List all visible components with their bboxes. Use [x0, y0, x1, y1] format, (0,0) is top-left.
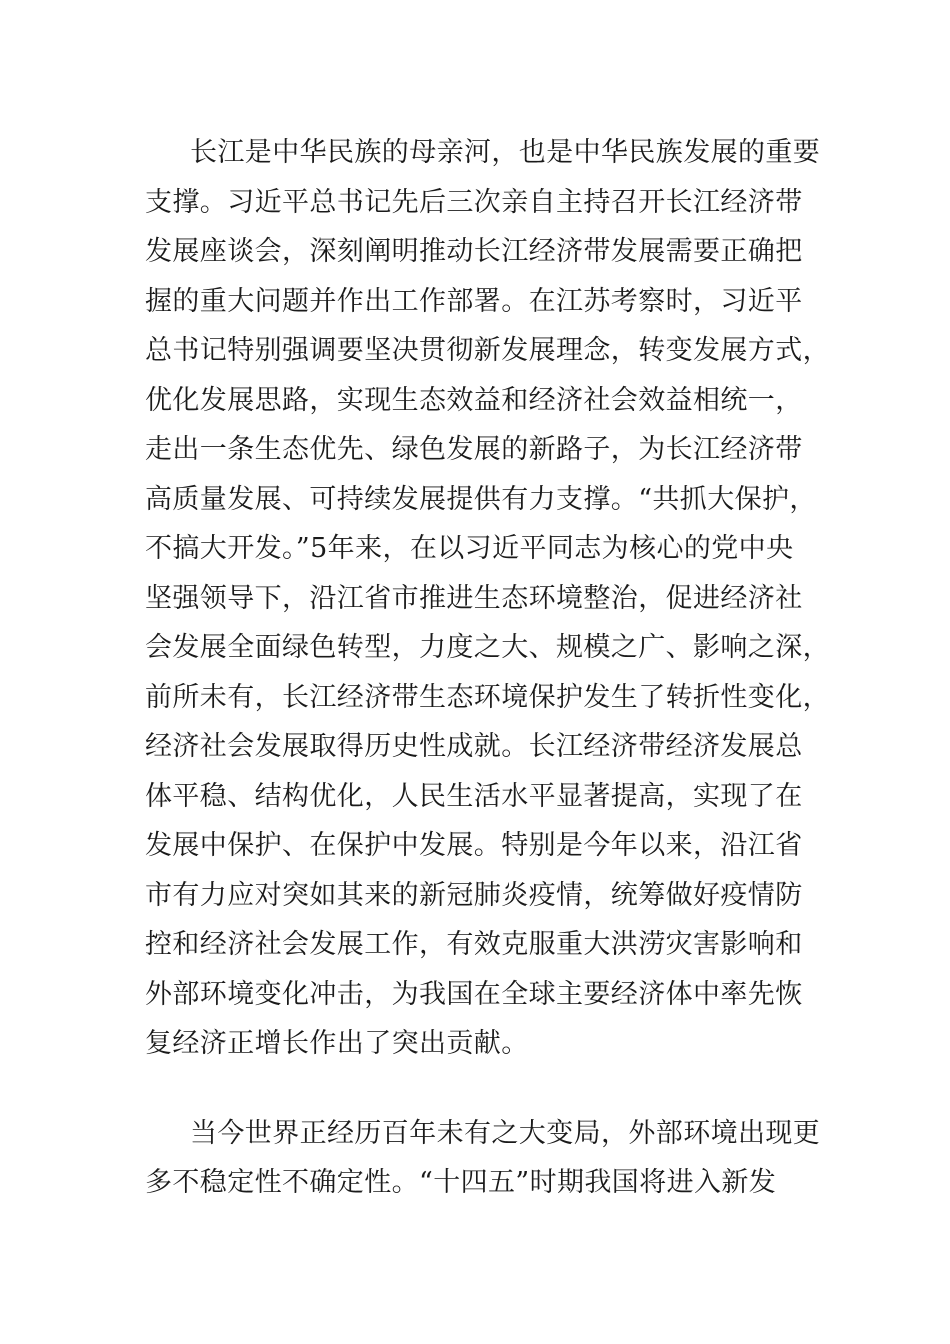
paragraph-line: 市有力应对突如其来的新冠肺炎疫情，统筹做好疫情防	[145, 880, 803, 911]
paragraph-line: 优化发展思路，实现生态效益和经济社会效益相统一，	[145, 385, 803, 416]
paragraph-line: 发展中保护、在保护中发展。特别是今年以来，沿江省	[145, 830, 803, 861]
paragraph-line: 高质量发展、可持续发展提供有力支撑。“共抓大保护，	[145, 484, 817, 515]
paragraph-line: 会发展全面绿色转型，力度之大、规模之广、影响之深，	[145, 632, 830, 663]
paragraph-line: 经济社会发展取得历史性成就。长江经济带经济发展总	[145, 731, 803, 762]
paragraph-line: 坚强领导下，沿江省市推进生态环境整治，促进经济社	[145, 583, 803, 614]
paragraph-line: 不搞大开发。”5年来，在以习近平同志为核心的党中央	[145, 533, 794, 564]
paragraph-line: 外部环境变化冲击，为我国在全球主要经济体中率先恢	[145, 979, 803, 1010]
paragraph-line: 长江是中华民族的母亲河，也是中华民族发展的重要	[190, 137, 821, 168]
paragraph-line: 多不稳定性不确定性。“十四五”时期我国将进入新发	[145, 1167, 777, 1198]
paragraph-line: 体平稳、结构优化，人民生活水平显著提高，实现了在	[145, 781, 803, 812]
paragraph-line: 复经济正增长作出了突出贡献。	[145, 1028, 529, 1059]
paragraph-line: 总书记特别强调要坚决贯彻新发展理念，转变发展方式，	[145, 335, 830, 366]
paragraph-line: 握的重大问题并作出工作部署。在江苏考察时，习近平	[145, 286, 803, 317]
paragraph-line: 走出一条生态优先、绿色发展的新路子，为长江经济带	[145, 434, 803, 465]
paragraph-line: 控和经济社会发展工作，有效克服重大洪涝灾害影响和	[145, 929, 803, 960]
paragraph-line: 支撑。习近平总书记先后三次亲自主持召开长江经济带	[145, 187, 803, 218]
paragraph-line: 当今世界正经历百年未有之大变局，外部环境出现更	[190, 1118, 821, 1149]
paragraph-line: 前所未有，长江经济带生态环境保护发生了转折性变化，	[145, 682, 830, 713]
paragraph-line: 发展座谈会，深刻阐明推动长江经济带发展需要正确把	[145, 236, 803, 267]
